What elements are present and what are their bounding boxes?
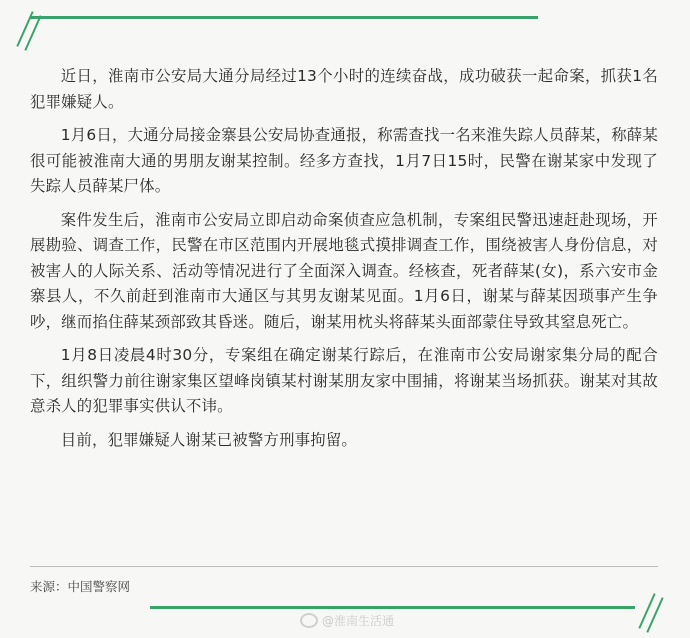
article-paragraph: 目前，犯罪嫌疑人谢某已被警方刑事拘留。 (60, 430, 358, 449)
source-credit: 来源：中国警察网 (30, 579, 131, 594)
bottom-decorative-line (150, 606, 635, 609)
article-paragraph: 案件发生后，淮南市公安局立即启动命案侦查应急机制，专案组民警迅速赶赴现场，开展勘验、调查工作，民警在市区范围内开展地毯式摸排调查工作，围绕被害人身份信息，对被害人的人际关系、活动等情况进行了全面深入调查。经核查，死者薛某(女)，系六安市金寨县人，不久前赶到淮南市大通区与其男友谢某见面。1月6日，谢某与薛某因琐事产生争吵，继而掐住薛某颈部致其昏迷。随后，谢某用枕头将薛某头面部蒙住导致其窒息死亡。 (30, 210, 658, 331)
weibo-watermark (300, 612, 394, 629)
source-divider (30, 566, 658, 567)
article-body (30, 64, 658, 461)
article-paragraph: 近日，淮南市公安局大通分局经过13个小时的连续奋战，成功破获一起命案，抓获1名犯罪嫌疑人。 (30, 67, 658, 111)
top-decorative-line (30, 16, 538, 19)
top-slash-decoration (16, 11, 33, 47)
weibo-icon (300, 613, 318, 628)
watermark-text: @淮南生活通 (322, 614, 395, 628)
article-paragraph: 1月6日，大通分局接金寨县公安局协查通报，称需查找一名来淮失踪人员薛某，称薛某很可能被淮南大通的男朋友谢某控制。经多方查找，1月7日15时，民警在谢某家中发现了失踪人员薛某尸体。 (30, 126, 658, 195)
bottom-slash-decoration (638, 593, 655, 629)
article-paragraph: 1月8日凌晨4时30分，专案组在确定谢某行踪后，在淮南市公安局谢家集分局的配合下，组织警力前往谢家集区望峰岗镇某村谢某朋友家中围捕，将谢某当场抓获。谢某对其故意杀人的犯罪事实供认不讳。 (30, 346, 658, 415)
